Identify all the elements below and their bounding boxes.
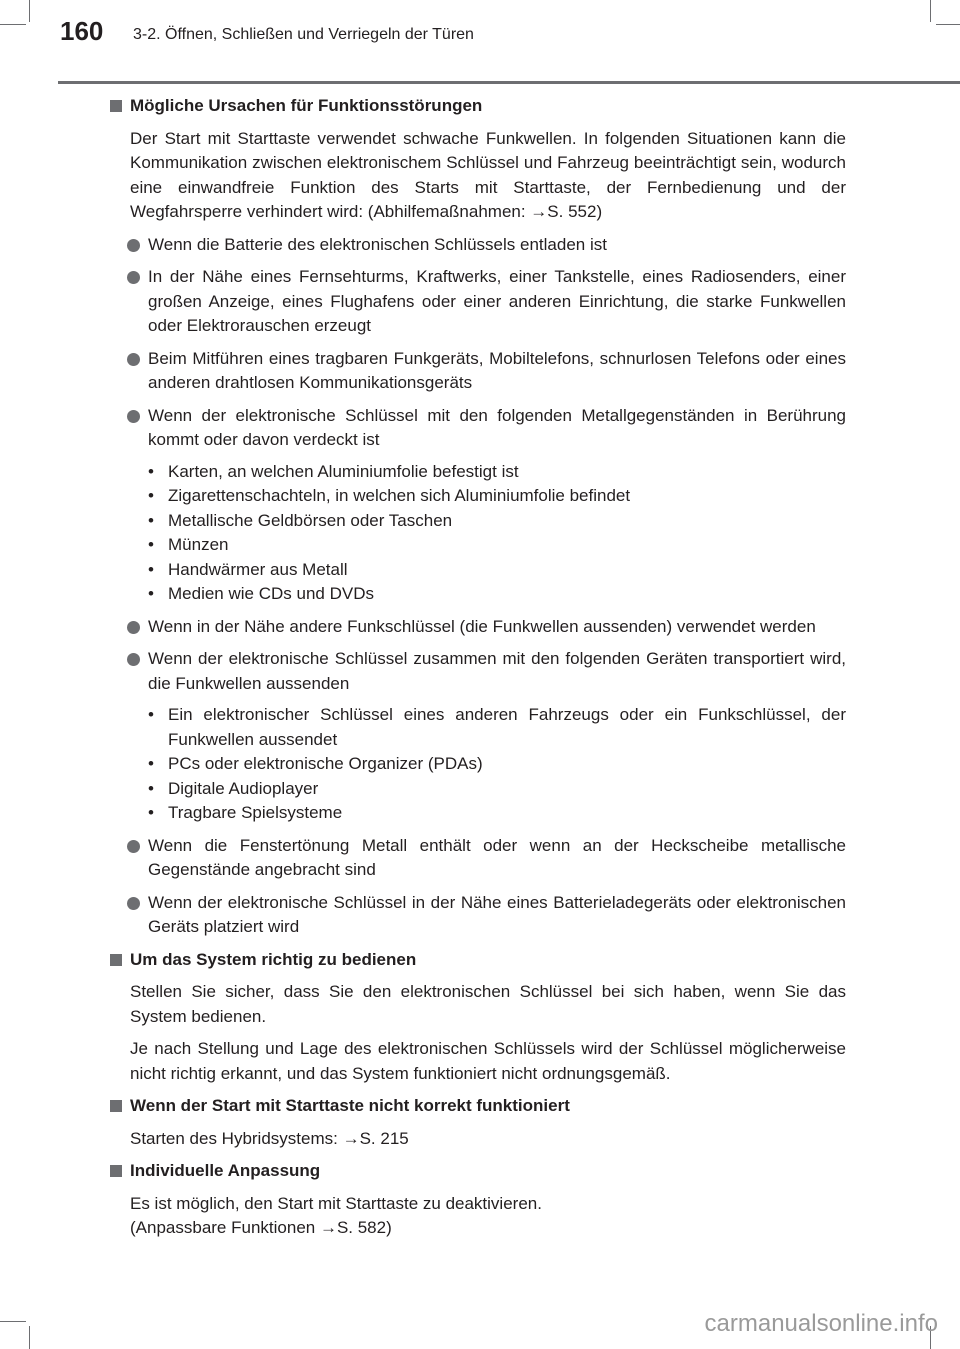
crop-mark [0,1321,26,1322]
sub-list-text: Zigarettenschachteln, in welchen sich Aluminiumfolie befindet [168,486,631,505]
bullet-item [108,834,846,883]
section-heading-text: Mögliche Ursachen für Funktionsstörungen [130,96,483,115]
sub-list [108,703,846,826]
circle-bullet-icon [127,840,140,853]
circle-bullet-icon [127,621,140,634]
bullet-text: Wenn der elektronische Schlüssel zusammen mit den folgenden Geräten transportiert wird, die Funkwellen aussenden [148,649,846,693]
sub-list-item [148,509,846,534]
sub-list-item [148,703,846,752]
circle-bullet-icon [127,353,140,366]
sub-list-text: Karten, an welchen Aluminiumfolie befestigt ist [168,461,519,481]
sub-list-item [148,460,846,485]
sub-list-item [148,558,846,583]
header-rule [58,81,960,84]
sub-list-text: Digitale Audioplayer [168,778,319,798]
paragraph: Starten des Hybridsystems: →S. 215 [130,1128,409,1148]
circle-bullet-icon [127,239,140,252]
sub-list-item [148,484,846,509]
sub-list-text: Metallische Geldbörsen oder Taschen [168,510,453,530]
bullet-item [108,891,846,940]
bullet-text: Wenn die Batterie des elektronischen Schlüssels entladen ist [148,234,607,254]
dot-bullet-icon: • [148,559,154,579]
crop-mark [29,0,30,22]
bullet-item [108,233,846,258]
sub-list-text: Tragbare Spielsysteme [168,803,343,822]
section-heading-text: Individuelle Anpassung [130,1161,321,1180]
bullet-item [108,404,846,453]
bullet-item [108,647,846,696]
sub-list-text: Medien wie CDs und DVDs [168,584,374,603]
dot-bullet-icon: • [148,754,154,773]
dot-bullet-icon: • [148,584,154,603]
dot-bullet-icon: • [148,803,154,822]
page-content [108,94,846,1249]
sub-list-item [148,582,846,607]
bullet-text: Wenn der elektronische Schlüssel mit den folgenden Metallgegenständen in Berührung kommt oder davon verdeckt ist [148,405,846,449]
dot-bullet-icon: • [148,705,154,724]
paragraph: Der Start mit Starttaste verwendet schwache Funkwellen. In folgenden Situationen kann die Kommunikation zwischen elektronischem Schlüssel und Fahrzeug beeinträchtigt sein, wodurch eine einwandfreie Funktion des Starts mit Starttaste, der Fernbedienung und der Wegfahrsperre verhindert wird: (Abhilfemaßnahmen: →S. 552) [130,128,846,221]
section-heading [108,1094,846,1119]
bullet-item [108,347,846,396]
page-number: 160 [60,16,104,46]
section-heading-text: Wenn der Start mit Starttaste nicht korrekt funktioniert [130,1096,570,1115]
sub-list [108,460,846,607]
bullet-text: Wenn in der Nähe andere Funkschlüssel (die Funkwellen aussenden) verwendet werden [148,616,816,636]
bullet-text: In der Nähe eines Fernsehturms, Kraftwerks, einer Tankstelle, eines Radiosenders, einer großen Anzeige, eines Flughafens oder einer anderen Einrichtung, die starke Funkwellen oder Elektrorauschen erzeugt [148,267,846,335]
dot-bullet-icon: • [148,461,154,481]
sub-list-text: Ein elektronischer Schlüssel eines anderen Fahrzeugs oder ein Funkschlüssel, der Funkwellen aussendet [168,705,846,749]
paragraph: Stellen Sie sicher, dass Sie den elektronischen Schlüssel bei sich haben, wenn Sie das System bedienen. [130,982,846,1026]
crop-mark [930,0,931,22]
paragraph: Je nach Stellung und Lage des elektronischen Schlüssels wird der Schlüssel möglicherweise nicht richtig erkannt, und das System funktioniert nicht ordnungsgemäß. [130,1039,846,1083]
circle-bullet-icon [127,897,140,910]
bullet-text: Wenn der elektronische Schlüssel in der Nähe eines Batterieladegeräts oder elektronischen Geräts platziert wird [148,892,846,936]
section-heading [108,1159,846,1184]
bullet-text: Beim Mitführen eines tragbaren Funkgeräts, Mobiltelefons, schnurlosen Telefons oder eines anderen drahtlosen Kommunikationsgeräts [148,348,846,392]
crop-mark [936,24,960,25]
sub-list-item [148,752,846,777]
circle-bullet-icon [127,271,140,284]
square-bullet-icon [110,954,122,966]
crop-mark [0,24,26,25]
dot-bullet-icon: • [148,778,154,798]
dot-bullet-icon: • [148,535,154,554]
paragraph: Es ist möglich, den Start mit Starttaste zu deaktivieren. (Anpassbare Funktionen →S. 582) [130,1193,542,1237]
bullet-item [108,265,846,339]
sub-list-text: Handwärmer aus Metall [168,559,348,579]
sub-list-item [148,777,846,802]
square-bullet-icon [110,100,122,112]
section-heading [108,948,846,973]
dot-bullet-icon: • [148,486,154,505]
crop-mark [29,1326,30,1349]
bullet-text: Wenn die Fenstertönung Metall enthält oder wenn an der Heckscheibe metallische Gegenstände angebracht sind [148,835,846,879]
sub-list-text: PCs oder elektronische Organizer (PDAs) [168,754,483,773]
square-bullet-icon [110,1100,122,1112]
circle-bullet-icon [127,653,140,666]
square-bullet-icon [110,1165,122,1177]
section-title: 3-2. Öffnen, Schließen und Verriegeln der Türen [133,26,474,43]
watermark: carmanualsonline.info [704,1310,938,1337]
section-heading-text: Um das System richtig zu bedienen [130,949,417,969]
sub-list-item [148,533,846,558]
sub-list-item [148,801,846,826]
circle-bullet-icon [127,410,140,423]
section-heading [108,94,846,119]
bullet-item [108,615,846,640]
dot-bullet-icon: • [148,510,154,530]
sub-list-text: Münzen [168,535,229,554]
